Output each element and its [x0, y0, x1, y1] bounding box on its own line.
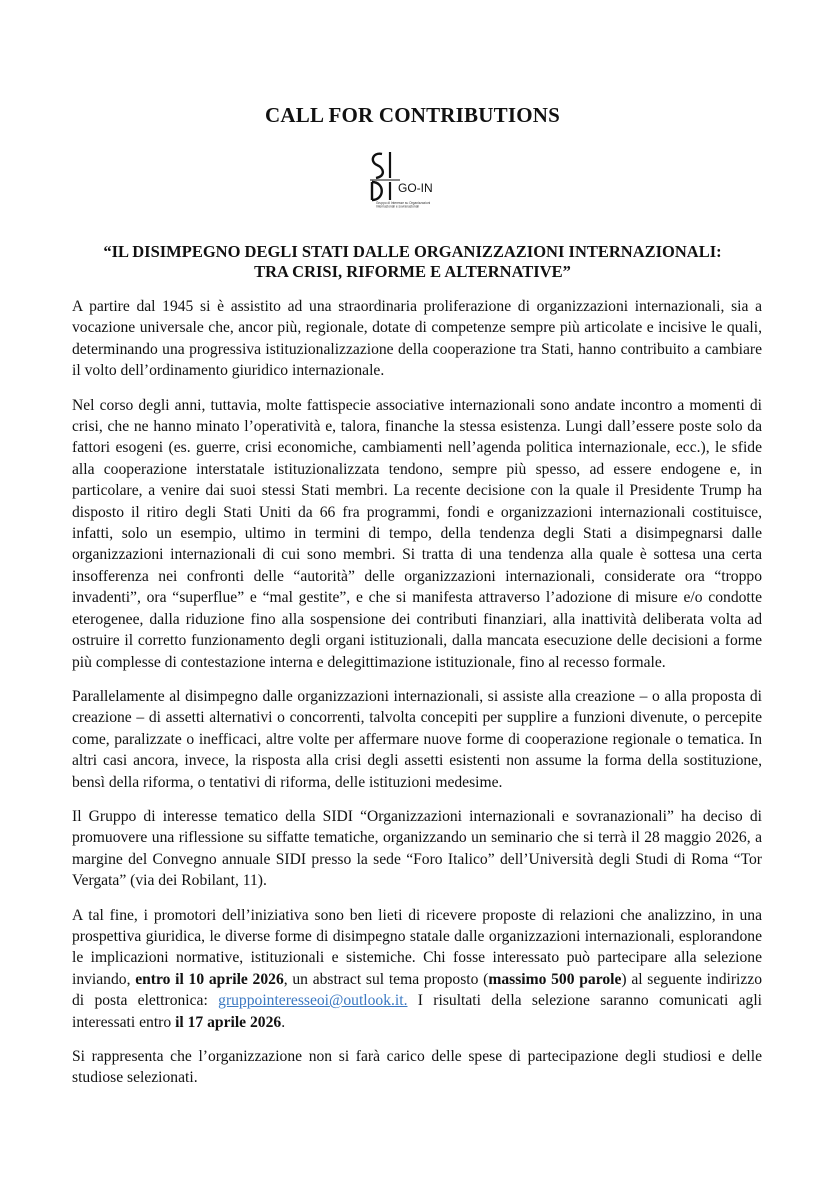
paragraph-3: Parallelamente al disimpegno dalle organizzazioni internazionali, si assiste alla creazione – o alla proposta di creazione – di assetti alternativi o concorrenti, talvolta concepiti per supplire a funzioni divenute, o percepite come, paralizzate o inefficaci, altre volte per affermare nuove forme di cooperazione regionale o tematica. In altri casi ancora, invece, la risposta alla crisi degli assetti esistenti non assume la forma della sostituzione, bensì della riforma, o tentativi di riforma, delle istituzioni medesime. [72, 687, 762, 791]
paragraph-1: A partire dal 1945 si è assistito ad una straordinaria proliferazione di organizzazioni internazionali, sia a vocazione universale che, ancor più, regionale, dotate di competenze sempre più articolate e incisive le quali, determinando una progressiva istituzionalizzazione della cooperazione tra Stati, hanno contribuito a cambiare il volto dell’ordinamento giuridico internazionale. [72, 298, 762, 380]
results-date: il 17 aprile 2026 [175, 1013, 282, 1031]
logo-caption-1: Gruppo di Interesse su Organizzazioni [376, 201, 431, 205]
paragraph-5 [72, 905, 762, 1033]
page-title: CALL FOR CONTRIBUTIONS [265, 103, 560, 127]
logo-tag: GO-IN [398, 181, 433, 195]
email-link[interactable]: gruppointeresseoi@outlook.it. [218, 992, 408, 1010]
document-subtitle [60, 242, 765, 282]
subtitle-line-1: “IL DISIMPEGNO DEGLI STATI DALLE ORGANIZZAZIONI INTERNAZIONALI: [103, 242, 722, 261]
document-body [72, 296, 762, 1102]
logo-caption-2: Internazionali e sovranazionali [376, 204, 419, 208]
paragraph-6: Si rappresenta che l’organizzazione non si farà carico delle spese di partecipazione degli studiosi e delle studiose selezionati. [72, 1048, 762, 1087]
paragraph-4: Il Gruppo di interesse tematico della SIDI “Organizzazioni internazionali e sovranazionali” ha deciso di promuovere una riflessione su siffatte tematiche, organizzando un seminario che si terrà il 28 maggio 2026, a margine del Convegno annuale SIDI presso la sede “Foro Italico” dell’Università degli Studi di Roma “Tor Vergata” (via dei Robilant, 11). [72, 807, 762, 890]
p5-text-3: ) al seguente indirizzo di posta elettronica: [72, 970, 763, 1010]
sidi-go-in-logo [368, 148, 478, 208]
subtitle-line-2: TRA CRISI, RIFORME E ALTERNATIVE” [254, 262, 571, 281]
p5-text-1: A tal fine, i promotori dell’iniziativa sono ben lieti di ricevere proposte di relazioni che analizzino, in una prospettiva giuridica, le diverse forme di disimpegno statale dalle organizzazioni internazionali, esplorandone le implicazioni normative, istituzionali e sistemiche. Chi fosse interessato può partecipare alla selezione inviando, [72, 906, 762, 988]
p5-text-2: , un abstract sul tema proposto ( [283, 970, 489, 988]
logo-graphic [368, 148, 478, 208]
p5-text-5: . [281, 1013, 286, 1031]
p5-text-4: I risultati della selezione saranno comunicati agli interessati entro [72, 992, 763, 1031]
paragraph-2: Nel corso degli anni, tuttavia, molte fattispecie associative internazionali sono andate incontro a momenti di crisi, che ne hanno minato l’operatività e, talora, finanche la stessa esistenza. Lungi dall’essere poste solo da fattori esogeni (es. guerre, crisi economiche, cambiamenti nell’agenda politica internazionale, ecc.), le sfide alla cooperazione interstatale istituzionalizzata tendono, sempre più spesso, ad essere endogene e, in particolare, a venire dai suoi stessi Stati membri. La recente decisione con la quale il Presidente Trump ha disposto il ritiro degli Stati Uniti da 66 fra programmi, fondi e organizzazioni internazionali costituisce, infatti, solo un esempio, ultimo in termini di tempo, della tendenza degli Stati a disimpegnarsi dalle organizzazioni internazionali di cui sono membri. Si tratta di una tendenza alla quale è sottesa una certa insofferenza nei confronti delle “autorità” delle organizzazioni internazionali, considerate ora “troppo invadenti”, ora “superflue” e “mal gestite”, e che si manifesta attraverso l’adozione di misure e/o condotte eterogenee, dalla riduzione fino alla sospensione dei contributi finanziari, alla inattività deliberata volta ad ostruire il corretto funzionamento degli organi istituzionali, dalla mancata esecuzione delle decisioni a forme più complesse di contestazione interna e delegittimazione istituzionale, fino al recesso formale. [72, 396, 762, 671]
deadline-date: entro il 10 aprile 2026 [135, 970, 284, 988]
word-limit: massimo 500 parole [488, 970, 622, 988]
